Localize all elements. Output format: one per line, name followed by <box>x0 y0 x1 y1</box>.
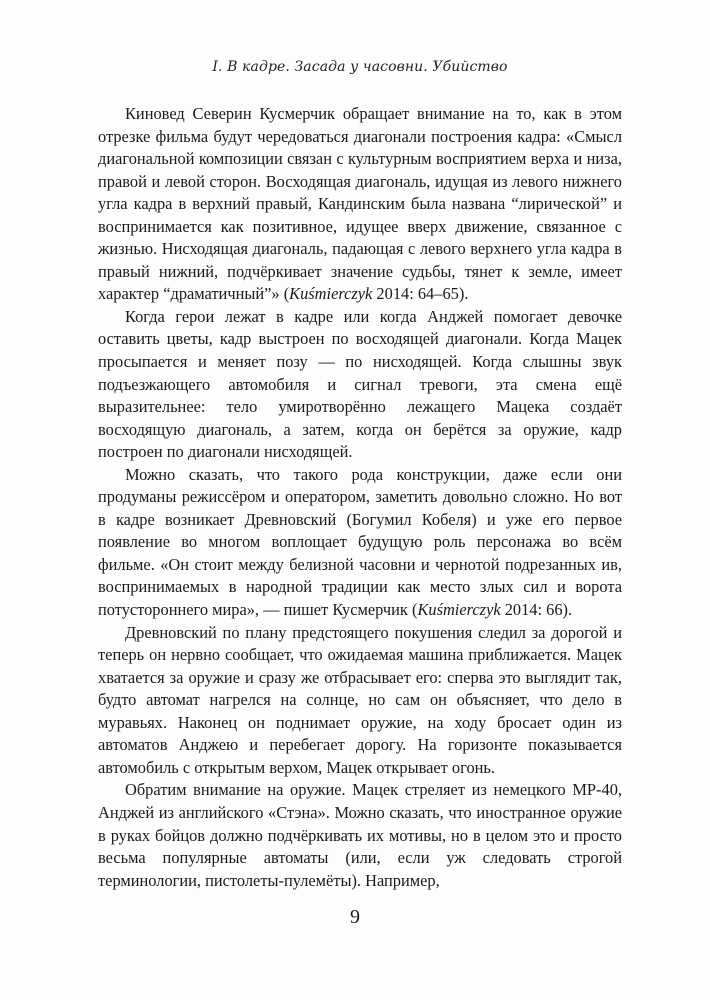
paragraph <box>98 464 622 622</box>
citation-author: Kuśmierczyk <box>289 284 373 304</box>
body-text <box>98 103 622 892</box>
paragraph-text: 2014: 66). <box>500 600 573 620</box>
paragraph-text: Можно сказать, что такого рода конструкции, даже если они продуманы режиссёром и оператором, заметить довольно сложно. Но вот в кадре возникает Древновский (Богумил Кобеля) и уже его первое появление во многом воплощает будущую роль персонажа во всём фильме. «Он стоит между белизной часовни и чернотой подрезанных ив, воспринимаемых в народной традиции как место злых сил и ворота потустороннего мира», — пишет Кусмерчик ( <box>98 464 622 620</box>
running-head: I. В кадре. Засада у часовни. Убийство <box>212 59 508 75</box>
paragraph <box>98 779 622 892</box>
paragraph <box>98 622 622 780</box>
paragraph-text: 2014: 64–65). <box>372 284 469 304</box>
paragraph-text: Когда герои лежат в кадре или когда Анджей помогает девочке оставить цветы, кадр выстроен по восходящей диагонали. Когда Мацек просыпается и меняет позу — по нисходящей. Когда слышны звук подъезжающего автомобиля и сигнал тревоги, эта смена ещё выразительнее: тело умиротворённо лежащего Мацека создаёт восходящую диагональ, а затем, когда он берётся за оружие, кадр построен по диагонали нисходящей. <box>98 306 622 462</box>
paragraph-text: Древновский по плану предстоящего покушения следил за дорогой и теперь он нервно сообщает, что ожидаемая машина приближается. Мацек хватается за оружие и сразу же отбрасывает его: сперва это выглядит так, будто автомат нагрелся на солнце, но сам он объясняет, что дело в муравьях. Наконец он поднимает оружие, на ходу бросает один из автоматов Анджею и перебегает дорогу. На горизонте показывается автомобиль с открытым верхом, Мацек открывает огонь. <box>98 622 622 777</box>
paragraph <box>98 103 622 306</box>
page-number: 9 <box>350 906 360 928</box>
paragraph-text: Обратим внимание на оружие. Мацек стреляет из немецкого MP-40, Анджей из английского «Стэна». Можно сказать, что иностранное оружие в руках бойцов должно подчёркивать их мотивы, но в целом это и просто весьма популярные автоматы (или, если уж следовать строгой терминологии, пистолеты-пулемёты). Например, <box>98 780 622 890</box>
paragraph <box>98 306 622 464</box>
paragraph-text: Киновед Северин Кусмерчик обращает внимание на то, как в этом отрезке фильма будут чередоваться диагонали построения кадра: «Смысл диагональной композиции связан с культурным восприятием верха и низа, правой и левой сторон. Восходящая диагональ, идущая из левого нижнего угла кадра в верхний правый, Кандинским была названа “лирической” и воспринимается как позитивное, идущее вверх движение, связанное с жизнью. Нисходящая диагональ, падающая с левого верхнего угла кадра в правый нижний, подчёркивает значение судьбы, тянет к земле, имеет характер “драматичный”» ( <box>98 104 622 304</box>
citation-author: Kuśmierczyk <box>417 600 501 620</box>
